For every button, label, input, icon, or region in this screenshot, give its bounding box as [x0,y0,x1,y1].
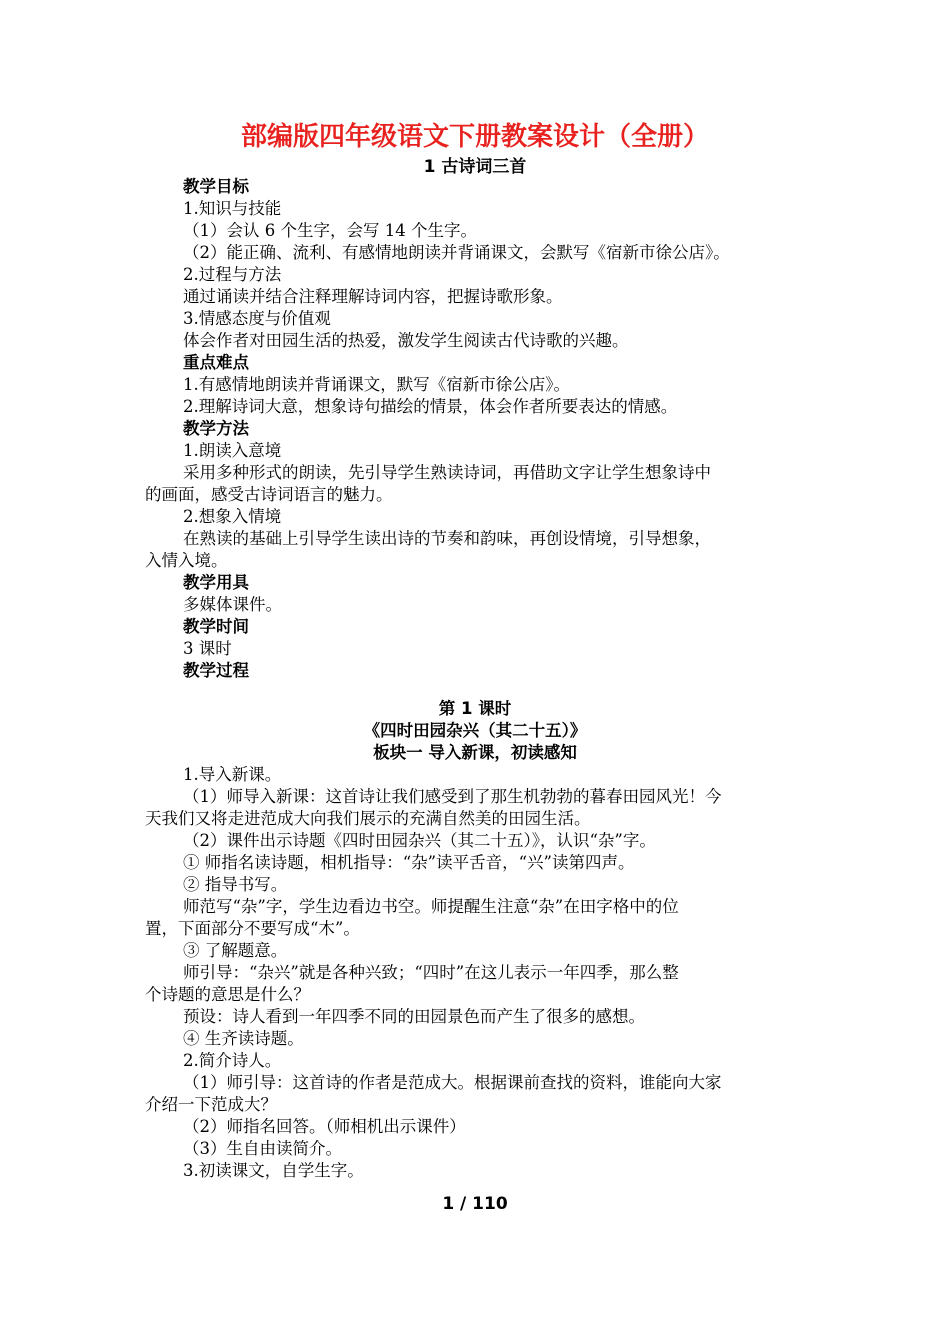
process-heading: 教学过程 [183,661,249,680]
objective-item: （1）会认 6 个生字，会写 14 个生字。 [183,221,477,240]
keypoint-item: 1.有感情地朗读并背诵课文，默写《宿新市徐公店》。 [183,375,570,394]
methods-heading: 教学方法 [183,419,249,438]
process-line: ④ 生齐读诗题。 [183,1029,304,1048]
keypoint-item: 2.理解诗词大意，想象诗句描绘的情景，体会作者所要表达的情感。 [183,397,678,416]
objectives-heading: 教学目标 [183,177,249,196]
process-line: （2）课件出示诗题《四时田园杂兴（其二十五）》，认识“杂”字。 [183,831,656,850]
section-title: 板块一 导入新课，初读感知 [373,743,577,762]
process-line: 置，下面部分不要写成“木”。 [145,919,360,938]
process-line: ① 师指名读诗题，相机指导：“杂”读平舌音，“兴”读第四声。 [183,853,635,872]
method-text: 的画面，感受古诗词语言的魅力。 [145,485,393,504]
poem-title: 《四时田园杂兴（其二十五）》 [363,721,587,740]
time-text: 3 课时 [183,639,232,658]
process-line: （2）师指名回答。（师相机出示课件） [183,1117,466,1136]
tools-heading: 教学用具 [183,573,249,592]
objective-item: 通过诵读并结合注释理解诗词内容，把握诗歌形象。 [183,287,563,306]
lesson-title: 1 古诗词三首 [423,157,527,177]
objective-item: （2）能正确、流利、有感情地朗读并背诵课文，会默写《宿新市徐公店》。 [183,243,730,262]
process-line: 天我们又将走进范成大向我们展示的充满自然美的田园生活。 [145,809,591,828]
process-line: （1）师导入新课：这首诗让我们感受到了那生机勃勃的暮春田园风光！今 [183,787,722,806]
objective-item: 3.情感态度与价值观 [183,309,331,328]
method-item: 2.想象入情境 [183,507,282,526]
process-line: ③ 了解题意。 [183,941,288,960]
page-number: 1 / 110 [442,1194,508,1214]
method-text: 入情入境。 [145,551,228,570]
process-line: 预设：诗人看到一年四季不同的田园景色而产生了很多的感想。 [183,1007,645,1026]
process-line: 2.简介诗人。 [183,1051,282,1070]
process-line: 1.导入新课。 [183,765,282,784]
process-line: 个诗题的意思是什么？ [145,985,310,1004]
process-line: 介绍一下范成大？ [145,1095,277,1114]
method-text: 采用多种形式的朗读，先引导学生熟读诗词，再借助文字让学生想象诗中 [183,463,711,482]
keypoints-heading: 重点难点 [183,353,249,372]
time-heading: 教学时间 [183,617,249,636]
tools-text: 多媒体课件。 [183,595,282,614]
process-line: 师引导：“杂兴”就是各种兴致；“四时”在这儿表示一年四季，那么整 [183,963,679,982]
objective-item: 2.过程与方法 [183,265,282,284]
objective-item: 体会作者对田园生活的热爱，激发学生阅读古代诗歌的兴趣。 [183,331,629,350]
process-line: ② 指导书写。 [183,875,288,894]
method-text: 在熟读的基础上引导学生读出诗的节奏和韵味，再创设情境，引导想象， [183,529,711,548]
process-line: 师范写“杂”字，学生边看边书空。师提醒生注意“杂”在田字格中的位 [183,897,679,916]
process-line: （3）生自由读简介。 [183,1139,342,1158]
objective-item: 1.知识与技能 [183,199,282,218]
process-line: 3.初读课文，自学生字。 [183,1161,364,1180]
period-title: 第 1 课时 [438,699,512,718]
document-title: 部编版四年级语文下册教案设计（全册） [240,122,709,152]
process-line: （1）师引导：这首诗的作者是范成大。根据课前查找的资料，谁能向大家 [183,1073,722,1092]
method-item: 1.朗读入意境 [183,441,282,460]
